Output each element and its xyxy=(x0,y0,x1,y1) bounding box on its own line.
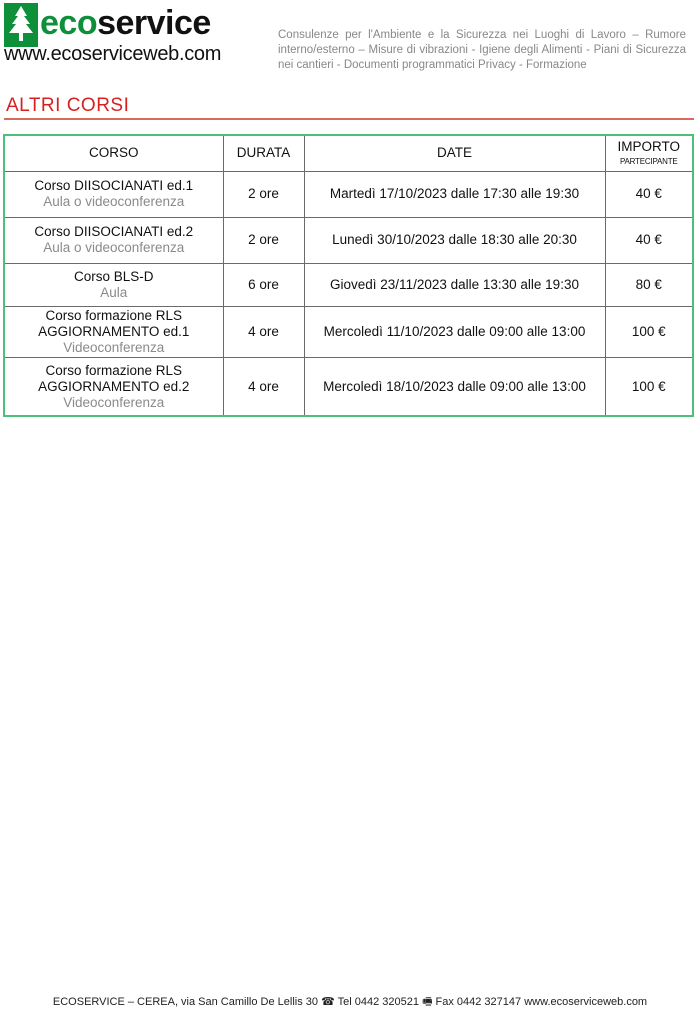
course-name-line: Corso formazione RLS xyxy=(45,362,183,378)
course-mode: Aula o videoconferenza xyxy=(43,194,185,210)
course-mode: Aula o videoconferenza xyxy=(43,240,185,256)
cell-durata: 2 ore xyxy=(223,171,304,217)
cell-corso xyxy=(5,307,223,358)
cell-date: Mercoledì 11/10/2023 dalle 09:00 alle 13:00 xyxy=(304,307,605,358)
course-name-line: AGGIORNAMENTO ed.2 xyxy=(38,378,190,394)
cell-corso xyxy=(5,171,223,217)
course-mode: Aula xyxy=(100,285,128,300)
section-divider xyxy=(4,118,694,120)
header-date: DATE xyxy=(304,136,605,171)
course-name-line: Corso DIISOCIANATI ed.2 xyxy=(34,224,194,240)
brand-service: service xyxy=(97,4,211,42)
phone-icon: ☎ xyxy=(321,996,335,1008)
footer xyxy=(0,993,700,1012)
cell-date: Mercoledì 18/10/2023 dalle 09:00 alle 13:00 xyxy=(304,358,605,415)
table-row xyxy=(5,171,692,217)
table-row xyxy=(5,217,692,263)
courses-table xyxy=(5,136,692,415)
cell-corso xyxy=(5,217,223,263)
cell-importo: 100 € xyxy=(605,358,692,415)
fax-icon: 🖷 xyxy=(422,996,433,1008)
table-row xyxy=(5,307,692,358)
course-name-line: AGGIORNAMENTO ed.1 xyxy=(38,324,190,340)
cell-date: Lunedì 30/10/2023 dalle 18:30 alle 20:30 xyxy=(304,217,605,263)
letterhead xyxy=(0,0,700,80)
cell-importo: 100 € xyxy=(605,307,692,358)
course-name-line: Corso DIISOCIANATI ed.1 xyxy=(34,178,194,194)
website-url[interactable]: www.ecoserviceweb.com xyxy=(4,43,222,65)
table-row xyxy=(5,263,692,306)
cell-importo: 40 € xyxy=(605,171,692,217)
course-name-line: Corso BLS-D xyxy=(73,269,154,284)
courses-table-frame xyxy=(3,134,694,417)
table-header-row xyxy=(5,136,692,171)
footer-tel: Tel 0442 320521 xyxy=(337,996,419,1008)
course-mode: Videoconferenza xyxy=(63,394,165,410)
course-mode: Videoconferenza xyxy=(63,340,165,356)
courses-table-body xyxy=(5,136,692,415)
cell-importo: 80 € xyxy=(605,263,692,306)
cell-corso xyxy=(5,263,223,306)
footer-fax: Fax 0442 327147 xyxy=(435,996,522,1008)
cell-durata: 4 ore xyxy=(223,358,304,415)
table-row xyxy=(5,358,692,415)
cell-date: Martedì 17/10/2023 dalle 17:30 alle 19:30 xyxy=(304,171,605,217)
course-name-line: Corso formazione RLS xyxy=(45,308,183,324)
company-tagline: Consulenze per l'Ambiente e la Sicurezza nei Luoghi di Lavoro – Rumore interno/esterno – Misure di vibrazioni - Igiene degli Alimenti - Piani di Sicurezza nei cantieri - Documenti programmatici Privacy - Formazione xyxy=(278,29,686,71)
header-importo-label: IMPORTO xyxy=(617,139,680,155)
cell-durata: 6 ore xyxy=(223,263,304,306)
header-corso: CORSO xyxy=(5,136,223,171)
cell-durata: 4 ore xyxy=(223,307,304,358)
header-importo-sub: PARTECIPANTE xyxy=(619,157,678,167)
footer-web[interactable]: www.ecoserviceweb.com xyxy=(524,996,648,1008)
header-durata: DURATA xyxy=(223,136,304,171)
cell-importo: 40 € xyxy=(605,217,692,263)
brand-eco: eco xyxy=(40,4,98,42)
tree-logo-icon xyxy=(4,3,38,47)
header-importo xyxy=(605,136,692,171)
cell-durata: 2 ore xyxy=(223,217,304,263)
footer-address: ECOSERVICE – CEREA, via San Camillo De Lellis 30 xyxy=(52,996,319,1008)
section-title: ALTRI CORSI xyxy=(6,95,130,116)
cell-corso xyxy=(5,358,223,415)
brand-name xyxy=(40,4,211,42)
cell-date: Giovedì 23/11/2023 dalle 13:30 alle 19:30 xyxy=(304,263,605,306)
